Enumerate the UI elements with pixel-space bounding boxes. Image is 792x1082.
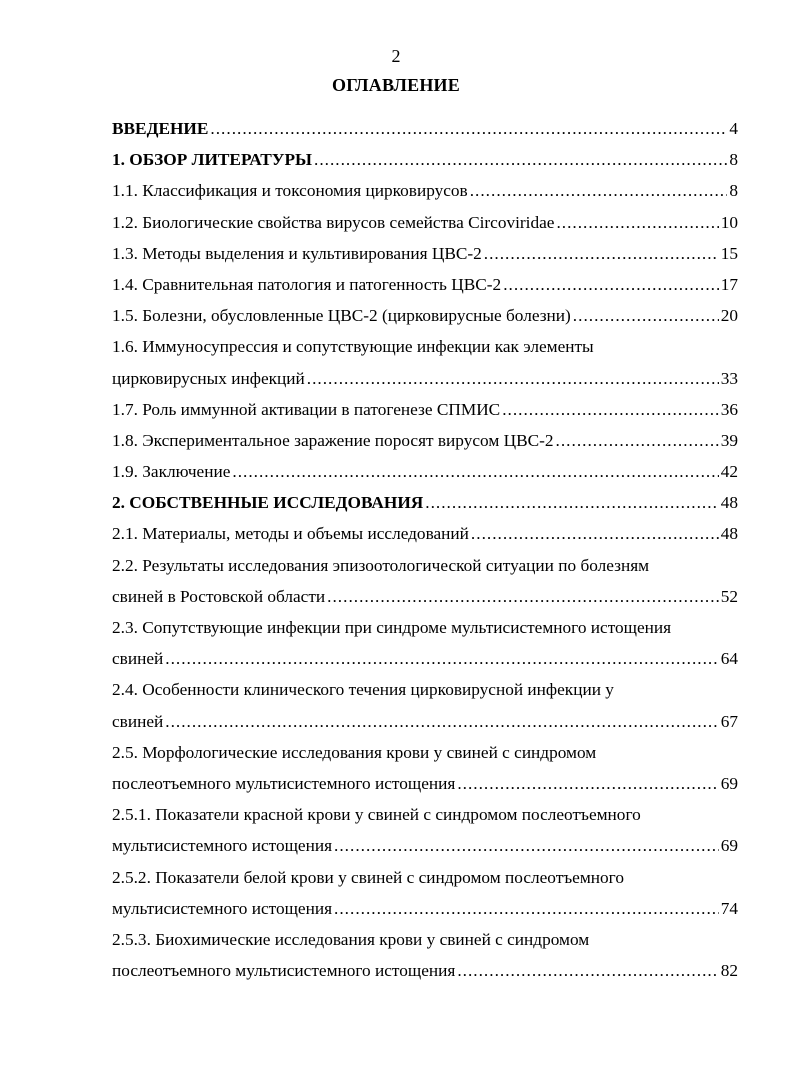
toc-entry-title: 2.4. Особенности клинического течения цирковирусной инфекции у [112, 680, 614, 700]
toc-page-number: 82 [720, 961, 738, 981]
toc-page-number: 64 [720, 649, 738, 669]
toc-leader-dots [556, 207, 718, 238]
toc-line [112, 175, 738, 206]
toc-entry[interactable] [112, 394, 738, 425]
toc-entry-title: свиней [112, 711, 164, 731]
toc-leader-dots [210, 113, 727, 144]
toc-entry[interactable] [112, 425, 738, 456]
toc-line [112, 144, 738, 175]
toc-entry-title: цирковирусных инфекций [112, 368, 305, 388]
toc-entry[interactable] [112, 924, 738, 986]
toc-leader-dots [556, 425, 719, 456]
toc-line [112, 207, 738, 238]
toc-line [112, 363, 738, 394]
toc-entry[interactable] [112, 175, 738, 206]
toc-line [112, 425, 738, 456]
toc-page-number: 52 [720, 586, 738, 606]
page-title: ОГЛАВЛЕНИЕ [332, 75, 460, 95]
toc-entry-title: 1. ОБЗОР ЛИТЕРАТУРЫ [112, 150, 312, 170]
toc-leader-dots [232, 456, 718, 487]
toc-entry-title: 1.8. Экспериментальное заражение поросят вирусом ЦВС-2 [112, 430, 554, 450]
toc-entry[interactable] [112, 331, 738, 393]
toc-leader-dots [484, 238, 719, 269]
toc-leader-dots [334, 893, 719, 924]
toc-entry[interactable] [112, 862, 738, 924]
toc-line [112, 862, 738, 893]
toc-line [112, 113, 738, 144]
toc-leader-dots [165, 643, 718, 674]
toc-line [112, 550, 738, 581]
toc-leader-dots [425, 487, 718, 518]
toc-page-number: 20 [720, 306, 738, 326]
toc-line [112, 487, 738, 518]
page-number: 2 [391, 46, 401, 66]
toc-entry-title: свиней в Ростовской области [112, 586, 326, 606]
table-of-contents [112, 113, 738, 986]
toc-line [112, 799, 738, 830]
toc-entry[interactable] [112, 269, 738, 300]
toc-entry-title: послеотъемного мультисистемного истощения [112, 961, 456, 981]
toc-entry-title: послеотъемного мультисистемного истощения [112, 773, 456, 793]
toc-leader-dots [502, 394, 719, 425]
toc-entry-title: 2.5.3. Биохимические исследования крови у свиней с синдромом [112, 929, 590, 949]
toc-entry-title: 1.2. Биологические свойства вирусов семейства Circoviridae [112, 212, 555, 232]
toc-entry[interactable] [112, 799, 738, 861]
toc-line [112, 518, 738, 549]
toc-line [112, 456, 738, 487]
toc-line [112, 581, 738, 612]
toc-page-number: 33 [720, 368, 738, 388]
toc-entry-title: 2.3. Сопутствующие инфекции при синдроме мультисистемного истощения [112, 618, 672, 637]
toc-leader-dots [503, 269, 719, 300]
toc-leader-dots [457, 768, 718, 799]
toc-entry[interactable] [112, 518, 738, 549]
toc-entry[interactable] [112, 300, 738, 331]
toc-leader-dots [327, 581, 719, 612]
toc-entry-title: 2.1. Материалы, методы и объемы исследований [112, 524, 469, 544]
toc-line [112, 394, 738, 425]
toc-entry-title: 1.6. Иммуносупрессия и сопутствующие инфекции как элементы [112, 337, 594, 357]
toc-entry[interactable] [112, 487, 738, 518]
toc-entry-title: 2.2. Результаты исследования эпизоотологической ситуации по болезням [112, 555, 650, 575]
toc-line [112, 331, 738, 362]
toc-entry-title: 2.5.2. Показатели белой крови у свиней с синдромом послеотъемного [112, 867, 624, 887]
toc-page-number: 69 [720, 836, 738, 856]
toc-entry-title: 1.7. Роль иммунной активации в патогенезе СПМИС [112, 399, 501, 419]
toc-entry-title: 2.5.1. Показатели красной крови у свиней с синдромом послеотъемного [112, 805, 641, 825]
toc-leader-dots [573, 300, 719, 331]
toc-page-number: 8 [729, 150, 738, 170]
toc-leader-dots [307, 363, 719, 394]
toc-entry[interactable] [112, 456, 738, 487]
toc-entry[interactable] [112, 612, 738, 674]
toc-line [112, 830, 738, 861]
toc-entry-title: 1.4. Сравнительная патология и патогенность ЦВС-2 [112, 274, 502, 294]
toc-leader-dots [457, 955, 718, 986]
toc-entry[interactable] [112, 207, 738, 238]
toc-line [112, 300, 738, 331]
toc-line [112, 674, 738, 705]
toc-page-number: 67 [720, 711, 738, 731]
toc-line [112, 612, 738, 643]
toc-entry-title: свиней [112, 649, 164, 669]
toc-entry-title: мультисистемного истощения [112, 898, 333, 918]
toc-line [112, 643, 738, 674]
toc-entry[interactable] [112, 674, 738, 736]
toc-page-number: 48 [720, 493, 738, 513]
toc-entry[interactable] [112, 144, 738, 175]
toc-line [112, 706, 738, 737]
toc-page-number: 8 [729, 181, 738, 201]
toc-page-number: 39 [720, 430, 738, 450]
toc-entry-title: 1.9. Заключение [112, 462, 231, 482]
toc-page-number: 10 [720, 212, 738, 232]
toc-entry-title: 1.5. Болезни, обусловленные ЦВС-2 (цирковирусные болезни) [112, 306, 571, 326]
toc-leader-dots [314, 144, 727, 175]
toc-line [112, 737, 738, 768]
toc-page-number: 69 [720, 773, 738, 793]
toc-entry-title: ВВЕДЕНИЕ [112, 119, 209, 138]
toc-leader-dots [470, 175, 728, 206]
toc-line [112, 955, 738, 986]
toc-page-number: 48 [720, 524, 738, 544]
toc-line [112, 924, 738, 955]
toc-entry-title: 1.1. Классификация и токсономия цирковирусов [112, 181, 468, 201]
toc-line [112, 893, 738, 924]
toc-entry-title: 2. СОБСТВЕННЫЕ ИССЛЕДОВАНИЯ [112, 493, 424, 513]
toc-entry[interactable] [112, 550, 738, 612]
toc-entry[interactable] [112, 737, 738, 799]
toc-leader-dots [334, 830, 719, 861]
toc-entry[interactable] [112, 238, 738, 269]
toc-line [112, 768, 738, 799]
toc-entry[interactable] [112, 113, 738, 144]
toc-page-number: 36 [720, 399, 738, 419]
toc-entry-title: 2.5. Морфологические исследования крови у свиней с синдромом [112, 742, 597, 762]
toc-page-number: 42 [720, 462, 738, 482]
toc-page-number: 17 [720, 274, 738, 294]
toc-line [112, 269, 738, 300]
toc-leader-dots [471, 518, 719, 549]
toc-leader-dots [165, 706, 718, 737]
toc-page-number: 15 [720, 243, 738, 263]
toc-entry-title: 1.3. Методы выделения и культивирования ЦВС-2 [112, 243, 482, 263]
toc-line [112, 238, 738, 269]
toc-page-number: 4 [729, 119, 738, 138]
toc-page-number: 74 [720, 898, 738, 918]
toc-entry-title: мультисистемного истощения [112, 836, 333, 856]
